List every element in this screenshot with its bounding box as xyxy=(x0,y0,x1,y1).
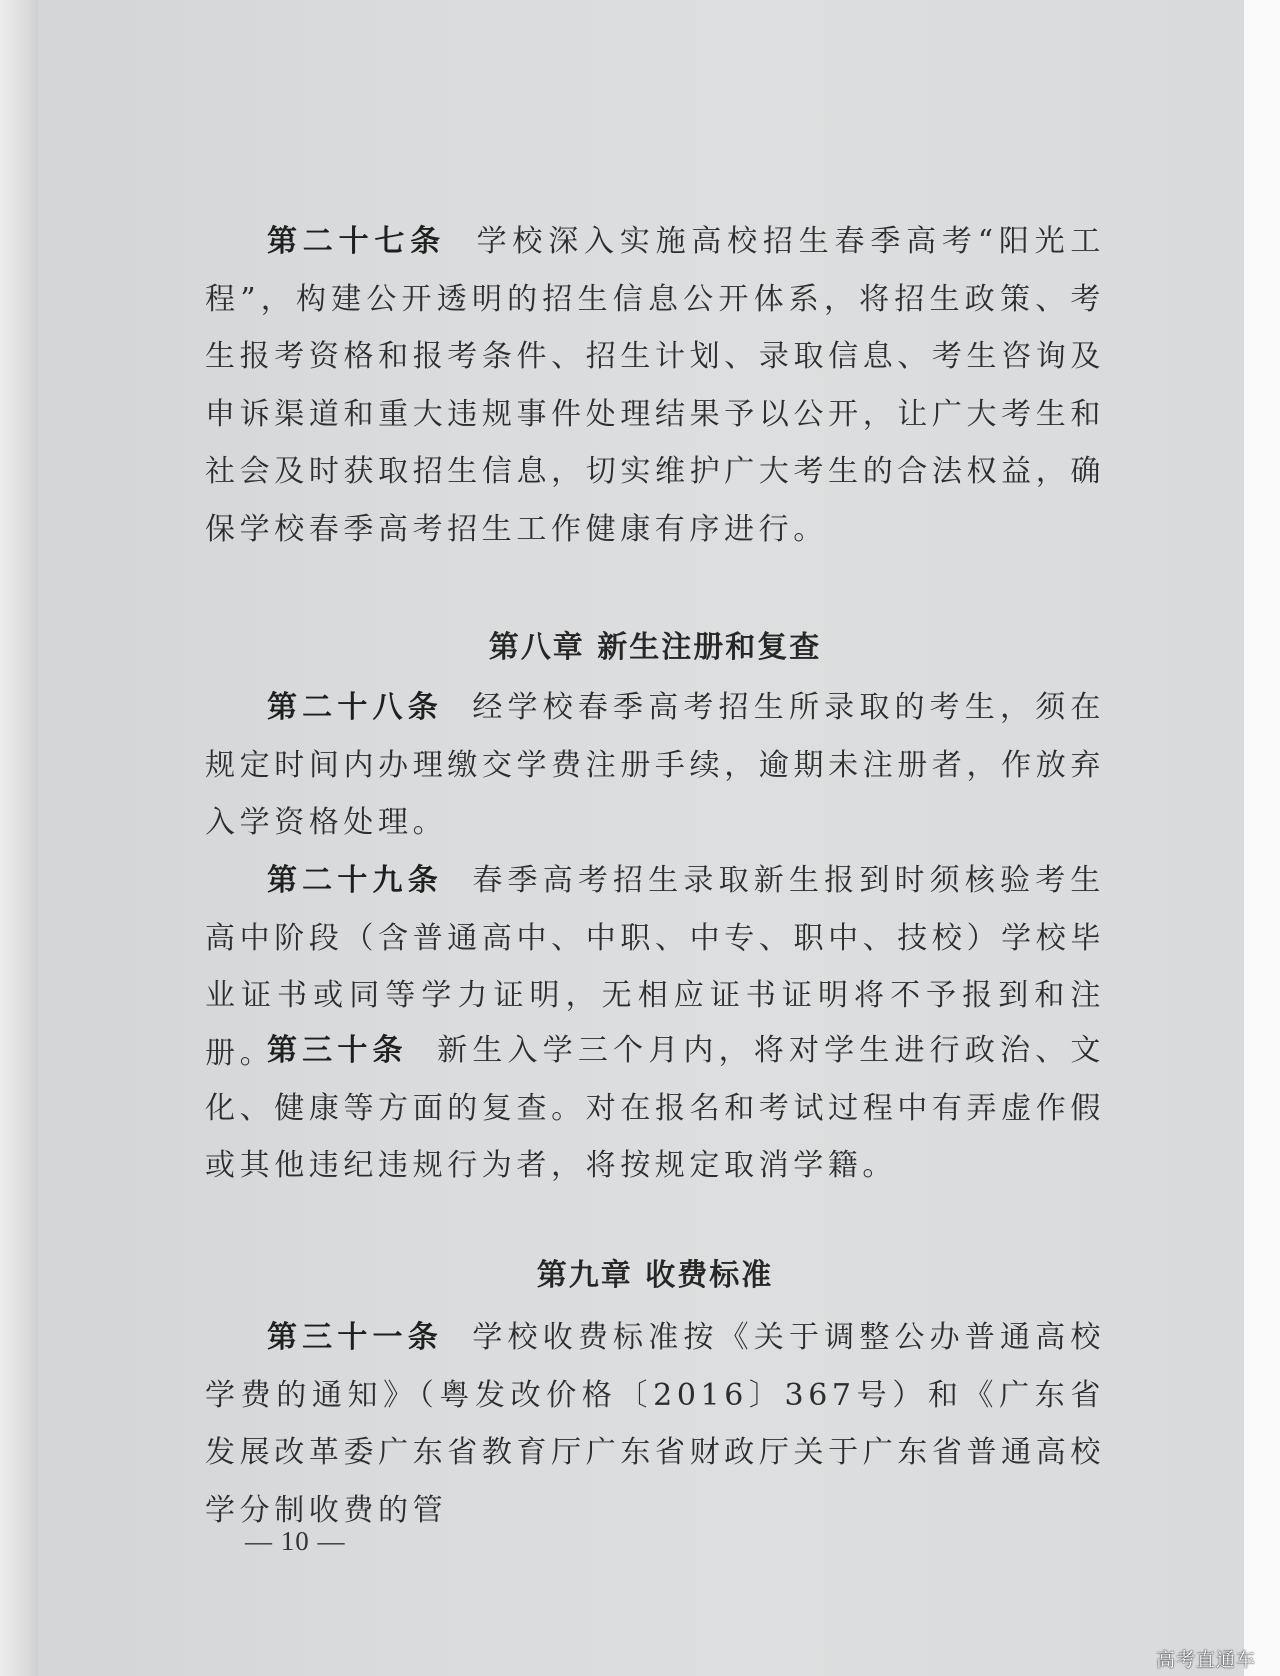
article-29-label: 第二十九条 xyxy=(267,863,443,898)
article-28 xyxy=(205,679,1105,852)
scan-left-shadow xyxy=(0,0,38,1676)
watermark: 高考直通车 xyxy=(1155,1649,1256,1671)
article-28-text: 经学校春季高考招生所录取的考生，须在规定时间内办理缴交学费注册手续，逾期未注册者，作放弃入学资格处理。 xyxy=(205,690,1105,840)
chapter-8-heading: 第八章 新生注册和复查 xyxy=(488,630,822,665)
article-31-text: 学校收费标准按《关于调整公办普通高校学费的通知》（粤发改价格〔2016〕367号）和《广东省发展改革委广东省教育厅广东省财政厅关于广东省普通高校学分制收费的管 xyxy=(205,1320,1105,1528)
article-27-text: 学校深入实施高校招生春季高考“阳光工程”，构建公开透明的招生信息公开体系，将招生政策、考生报考资格和报考条件、招生计划、录取信息、考生咨询及申诉渠道和重大违规事件处理结果予以公开，让广大考生和社会及时获取招生信息，切实维护广大考生的合法权益，确保学校春季高考招生工作健康有序进行。 xyxy=(205,224,1106,547)
article-30-label: 第三十条 xyxy=(267,1033,408,1068)
article-31 xyxy=(205,1309,1105,1539)
article-27-label: 第二十七条 xyxy=(267,224,446,259)
article-30-text: 新生入学三个月内，将对学生进行政治、文化、健康等方面的复查。对在报名和考试过程中有弄虚作假或其他违纪违规行为者，将按规定取消学籍。 xyxy=(205,1033,1105,1183)
article-30 xyxy=(205,1022,1105,1195)
article-31-label: 第三十一条 xyxy=(267,1320,443,1355)
scan-right-margin xyxy=(1244,0,1280,1676)
article-27 xyxy=(205,213,1105,558)
page-number: — 10 — xyxy=(245,1526,346,1556)
chapter-9-heading: 第九章 收费标准 xyxy=(536,1258,774,1293)
article-28-label: 第二十八条 xyxy=(267,690,443,725)
article-29-text: 春季高考招生录取新生报到时须核验考生高中阶段（含普通高中、中职、中专、职中、技校）学校毕业证书或同等学力证明，无相应证书证明将不予报到和注册。 xyxy=(205,863,1105,1071)
